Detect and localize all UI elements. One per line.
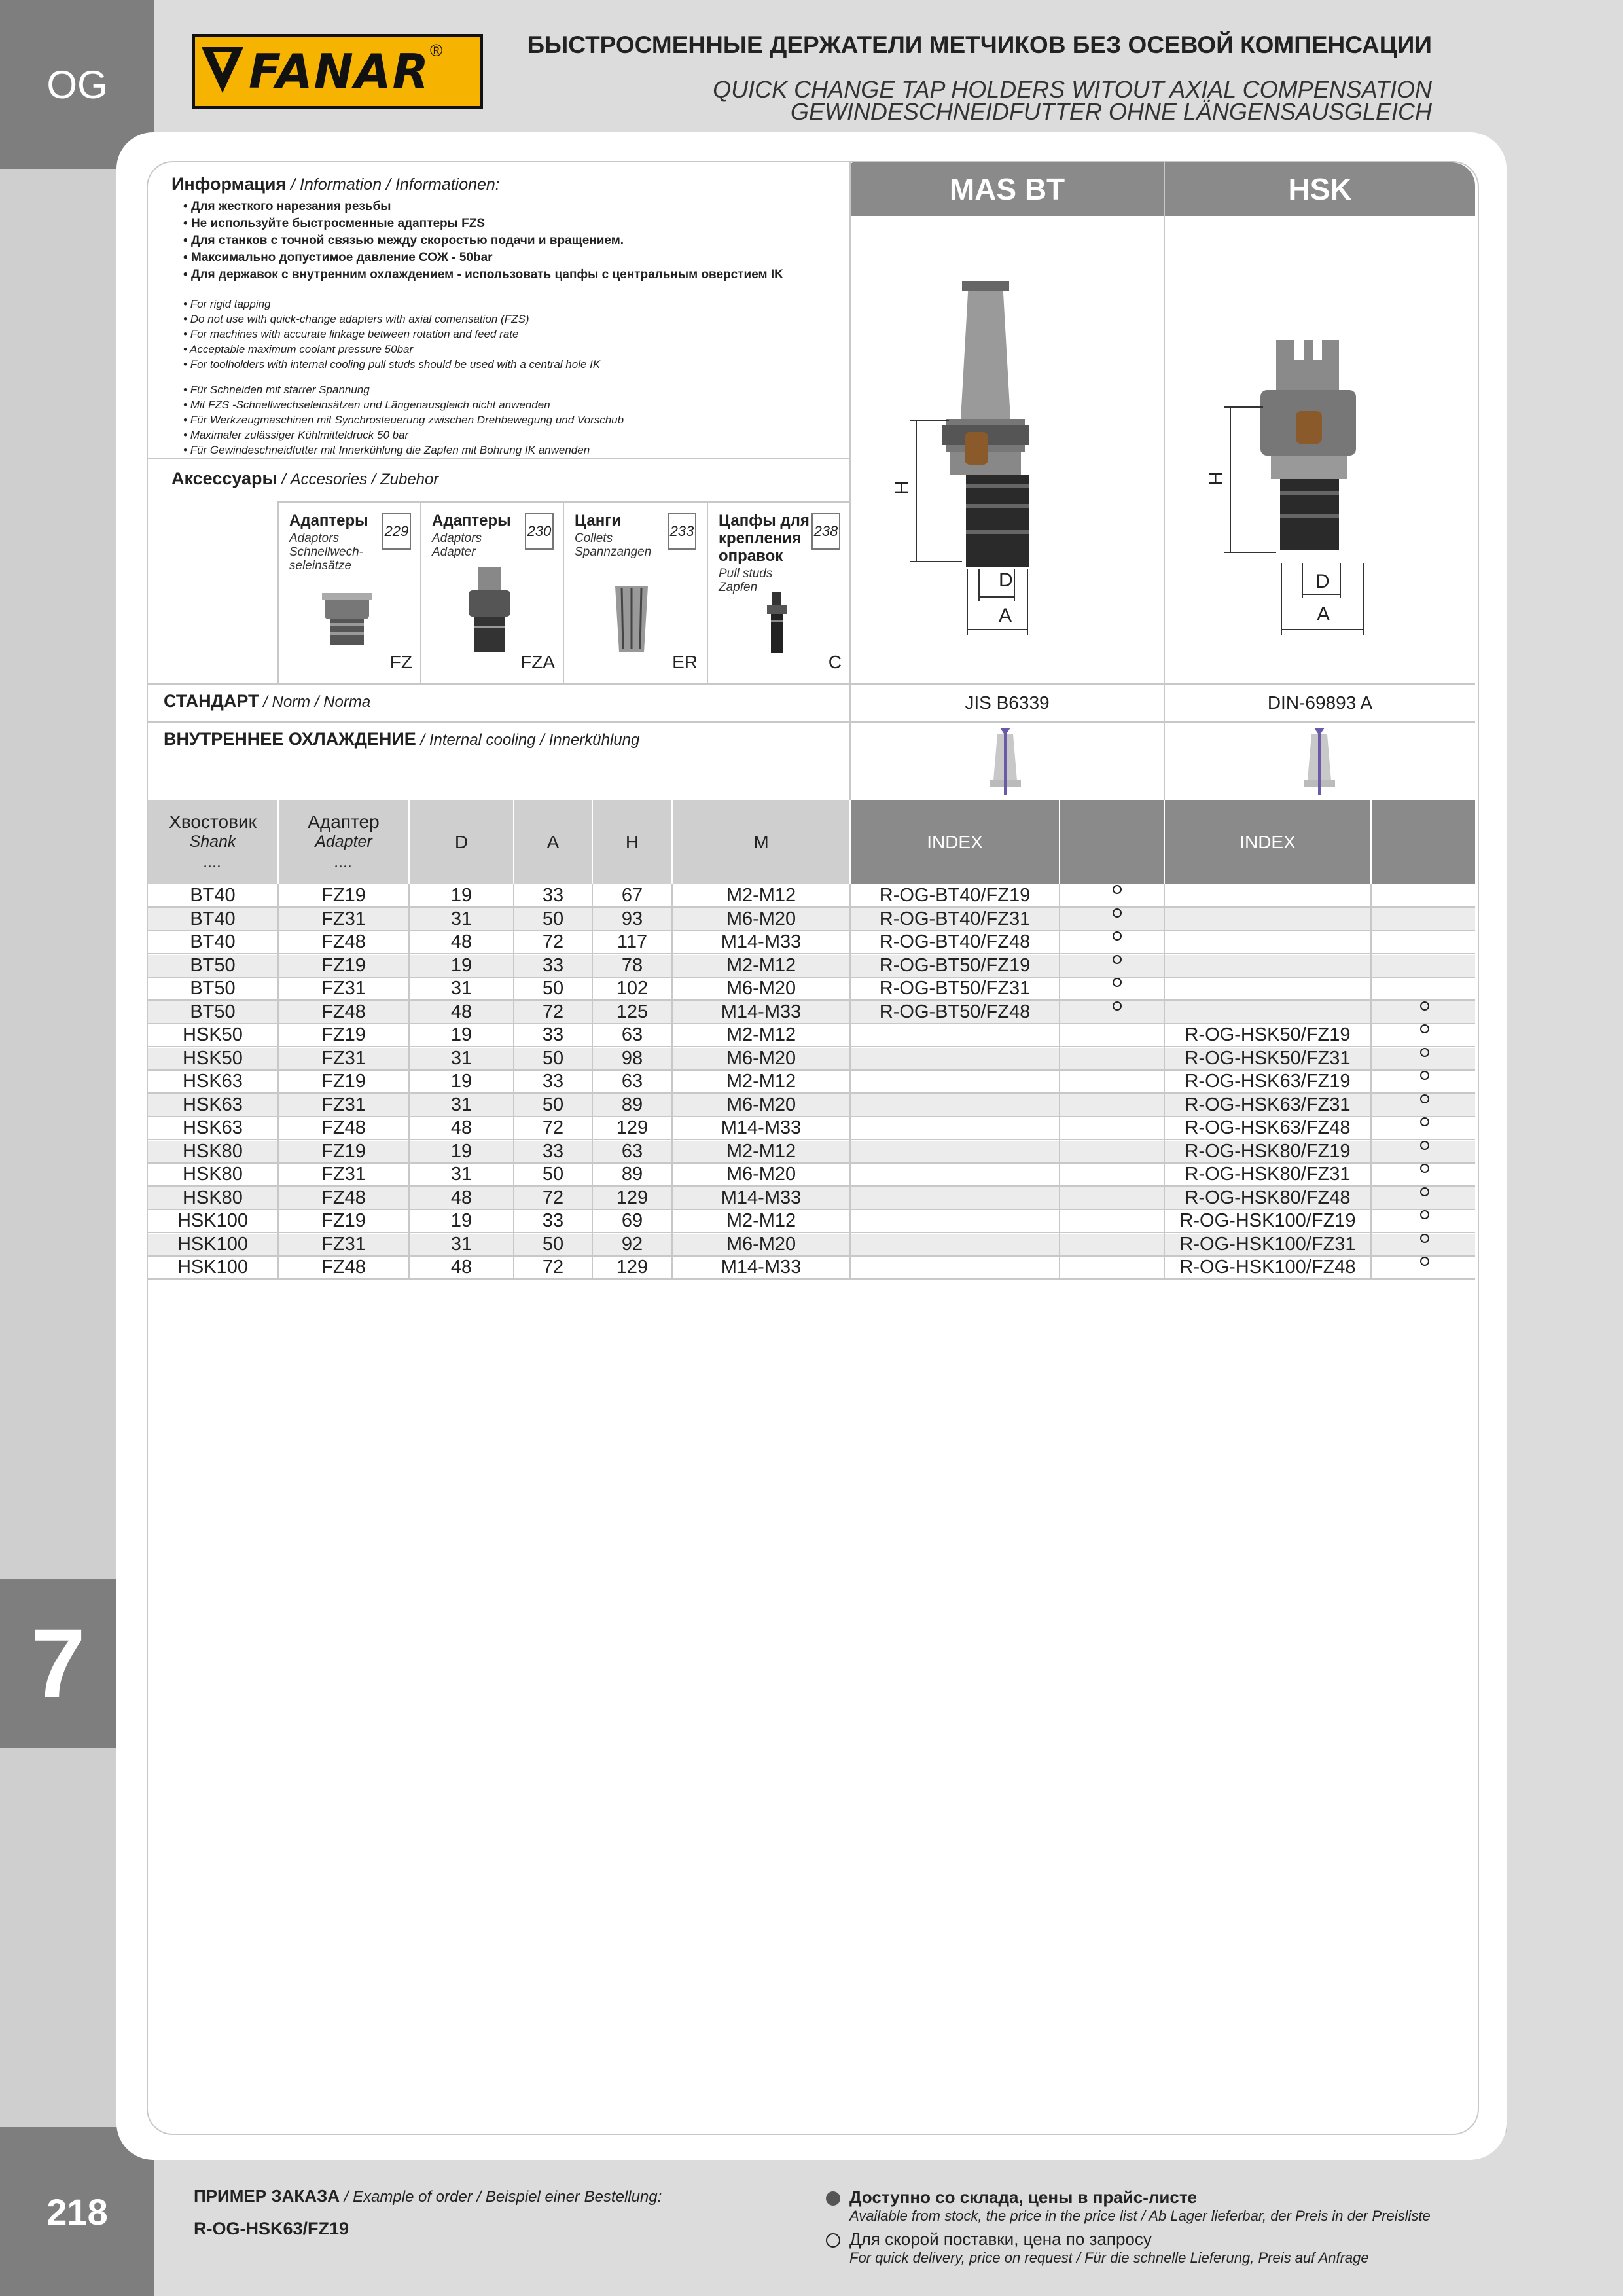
accessory-sub: Spannzangen bbox=[575, 545, 652, 559]
info-list-ru bbox=[183, 198, 846, 283]
info-title bbox=[171, 174, 846, 194]
cell-a: 72 bbox=[542, 931, 564, 952]
cell-h: 98 bbox=[621, 1047, 643, 1069]
accessory-code: FZA bbox=[520, 652, 555, 672]
availability-quick-icon bbox=[1420, 1071, 1429, 1080]
section-code-tab: OG bbox=[0, 0, 154, 169]
cell-a: 33 bbox=[542, 954, 564, 976]
cell-index-hsk[interactable]: R-OG-HSK50/FZ31 bbox=[1185, 1047, 1351, 1069]
divider bbox=[1059, 884, 1060, 1279]
cell-d: 48 bbox=[450, 1257, 473, 1278]
dim-d-label: D bbox=[999, 569, 1013, 591]
cell-index-bt[interactable]: R-OG-BT40/FZ48 bbox=[879, 931, 1031, 952]
availability-quick-icon bbox=[1420, 1094, 1429, 1103]
table-row bbox=[148, 955, 1475, 978]
divider bbox=[1164, 884, 1165, 1279]
cell-h: 67 bbox=[621, 885, 643, 906]
table-row bbox=[148, 978, 1475, 1001]
column-head-hsk: HSK bbox=[1165, 162, 1475, 216]
legend-quick-translation: For quick delivery, price on request / Für die schnelle Lieferung, Preis auf Anfrage bbox=[849, 2250, 1369, 2266]
th-d: D bbox=[410, 800, 513, 884]
divider bbox=[849, 884, 851, 1279]
list-item: • Mit FZS -Schnellwechseleinsätzen und Längenausgleich nicht anwenden bbox=[183, 397, 846, 412]
info-list-en bbox=[183, 296, 846, 372]
cell-h: 117 bbox=[616, 931, 648, 952]
cell-index-hsk[interactable]: R-OG-HSK80/FZ48 bbox=[1185, 1187, 1351, 1208]
cell-m: M14-M33 bbox=[721, 931, 802, 952]
cell-d: 48 bbox=[450, 1117, 473, 1138]
th-shank-ru: Хвостовик bbox=[169, 811, 257, 832]
availability-quick-icon bbox=[1420, 1001, 1429, 1011]
cooling-label-translation: / Internal cooling / Innerkühlung bbox=[416, 731, 640, 749]
th-shank-de: .... bbox=[204, 852, 222, 871]
cell-shank: BT40 bbox=[190, 885, 236, 906]
th-adapter bbox=[279, 800, 408, 884]
cell-m: M2-M12 bbox=[726, 1140, 796, 1162]
cell-m: M14-M33 bbox=[721, 1187, 802, 1208]
internal-cooling-icon bbox=[1302, 726, 1336, 796]
accessories-title-ru: Аксессуары bbox=[171, 469, 277, 488]
cell-index-bt[interactable]: R-OG-BT50/FZ48 bbox=[879, 1001, 1031, 1022]
cell-index-bt[interactable]: R-OG-BT40/FZ19 bbox=[879, 885, 1031, 906]
legend-quick-ru: Для скорой поставки, цена по запросу bbox=[849, 2229, 1152, 2249]
table-row bbox=[148, 1071, 1475, 1094]
cell-adapter: FZ31 bbox=[321, 1094, 366, 1115]
list-item: • For machines with accurate linkage between rotation and feed rate bbox=[183, 327, 846, 342]
list-item: • Acceptable maximum coolant pressure 50bar bbox=[183, 342, 846, 357]
cell-m: M2-M12 bbox=[726, 1210, 796, 1231]
cell-m: M2-M12 bbox=[726, 885, 796, 906]
table-row bbox=[148, 1257, 1475, 1280]
cell-adapter: FZ48 bbox=[321, 1117, 366, 1138]
th-a: A bbox=[514, 800, 592, 884]
cell-m: M6-M20 bbox=[726, 1094, 796, 1115]
cell-shank: HSK63 bbox=[183, 1117, 243, 1138]
list-item: • For toolholders with internal cooling pull studs should be used with a central hole IK bbox=[183, 357, 846, 372]
table-row bbox=[148, 885, 1475, 908]
cell-d: 19 bbox=[450, 1071, 473, 1092]
dim-d-label: D bbox=[1315, 571, 1330, 592]
accessory-sub: seleinsätze bbox=[289, 559, 352, 573]
dim-a-label: A bbox=[999, 605, 1012, 626]
table-row bbox=[148, 1164, 1475, 1187]
accessory-code: ER bbox=[672, 652, 698, 672]
cell-shank: HSK50 bbox=[183, 1047, 243, 1069]
table-row bbox=[148, 931, 1475, 954]
accessory-name bbox=[719, 512, 810, 565]
th-adapter-en: Adapter bbox=[315, 832, 372, 851]
cell-h: 129 bbox=[616, 1257, 649, 1278]
section-number-tab: 7 bbox=[0, 1579, 116, 1748]
legend-stock bbox=[826, 2187, 1431, 2225]
cell-a: 50 bbox=[542, 908, 564, 929]
cell-h: 129 bbox=[616, 1117, 649, 1138]
cell-d: 48 bbox=[450, 1187, 473, 1208]
cell-a: 72 bbox=[542, 1187, 564, 1208]
cell-index-hsk[interactable]: R-OG-HSK80/FZ31 bbox=[1185, 1164, 1351, 1185]
order-example-label bbox=[194, 2186, 662, 2206]
quick-dot-icon bbox=[826, 2233, 840, 2248]
cell-m: M6-M20 bbox=[726, 908, 796, 929]
divider bbox=[408, 884, 410, 1279]
accessory-card-er[interactable] bbox=[564, 501, 705, 681]
availability-quick-icon bbox=[1113, 1001, 1122, 1011]
accessory-name-line: оправок bbox=[719, 547, 783, 565]
cell-adapter: FZ31 bbox=[321, 978, 366, 999]
accessory-code: FZ bbox=[389, 652, 412, 672]
cell-d: 19 bbox=[450, 1140, 473, 1162]
th-shank-en: Shank bbox=[189, 832, 236, 851]
cell-adapter: FZ19 bbox=[321, 885, 366, 906]
cell-shank: BT50 bbox=[190, 1001, 236, 1022]
cell-a: 72 bbox=[542, 1117, 564, 1138]
cell-a: 50 bbox=[542, 978, 564, 999]
cell-index-hsk[interactable]: R-OG-HSK63/FZ31 bbox=[1185, 1094, 1351, 1115]
cell-d: 19 bbox=[450, 1024, 473, 1045]
availability-quick-icon bbox=[1420, 1024, 1429, 1033]
cell-a: 72 bbox=[542, 1001, 564, 1022]
accessory-sub: Adaptors bbox=[432, 531, 482, 545]
cell-h: 89 bbox=[621, 1094, 643, 1115]
cell-index-bt[interactable]: R-OG-BT50/FZ19 bbox=[879, 954, 1031, 976]
adaptor-fza-image bbox=[458, 567, 521, 658]
availability-quick-icon bbox=[1420, 1141, 1429, 1150]
info-list-de bbox=[183, 382, 846, 457]
cell-index-hsk[interactable]: R-OG-HSK63/FZ48 bbox=[1185, 1117, 1351, 1138]
cell-d: 48 bbox=[450, 931, 473, 952]
cell-a: 50 bbox=[542, 1164, 564, 1185]
cell-d: 31 bbox=[450, 1047, 473, 1069]
page-title-de: GEWINDESCHNEIDFUTTER OHNE LÄNGENSAUSGLEICH bbox=[790, 98, 1432, 125]
dim-a-label: A bbox=[1317, 603, 1330, 625]
cell-m: M14-M33 bbox=[721, 1001, 802, 1022]
list-item: • Для станков с точной связью между скоростью подачи и вращением. bbox=[183, 232, 846, 249]
list-item: • Für Schneiden mit starrer Spannung bbox=[183, 382, 846, 397]
accessory-sub: Zapfen bbox=[719, 581, 758, 594]
page-ref-badge[interactable]: 233 bbox=[668, 513, 696, 550]
column-head-mas-bt: MAS BT bbox=[851, 162, 1164, 216]
cell-shank: HSK50 bbox=[183, 1024, 243, 1045]
cell-m: M2-M12 bbox=[726, 1071, 796, 1092]
pull-stud-image bbox=[760, 592, 793, 657]
cell-index-hsk[interactable]: R-OG-HSK63/FZ19 bbox=[1185, 1071, 1351, 1092]
cell-shank: BT40 bbox=[190, 931, 236, 952]
list-item: • Не используйте быстросменные адаптеры FZS bbox=[183, 215, 846, 232]
table-row bbox=[148, 1141, 1475, 1164]
list-item: • Для державок с внутренним охлаждением - использовать цапфы с центральным оверстием IK bbox=[183, 266, 846, 283]
table-row bbox=[148, 1234, 1475, 1257]
table-row bbox=[148, 1024, 1475, 1047]
cell-a: 72 bbox=[542, 1257, 564, 1278]
availability-quick-icon bbox=[1113, 885, 1122, 894]
cell-shank: BT50 bbox=[190, 978, 236, 999]
availability-quick-icon bbox=[1113, 931, 1122, 941]
cell-index-hsk[interactable]: R-OG-HSK100/FZ31 bbox=[1179, 1233, 1356, 1255]
list-item: • For rigid tapping bbox=[183, 296, 846, 312]
table-row bbox=[148, 1187, 1475, 1210]
page-title-en: QUICK CHANGE TAP HOLDERS WITOUT AXIAL COMPENSATION bbox=[713, 76, 1432, 103]
cell-d: 19 bbox=[450, 885, 473, 906]
info-block bbox=[171, 174, 846, 457]
cell-shank: HSK100 bbox=[177, 1233, 248, 1255]
dim-h-label: H bbox=[1205, 471, 1227, 486]
accessory-sub: Adaptors bbox=[289, 531, 340, 545]
cell-a: 33 bbox=[542, 1140, 564, 1162]
availability-quick-icon bbox=[1113, 978, 1122, 987]
cell-h: 89 bbox=[621, 1164, 643, 1185]
accessory-sub: Adapter bbox=[432, 545, 476, 559]
accessory-card-pull-stud[interactable] bbox=[708, 501, 849, 681]
cell-adapter: FZ48 bbox=[321, 931, 366, 952]
page-ref-badge[interactable]: 238 bbox=[812, 513, 840, 550]
cell-shank: HSK63 bbox=[183, 1071, 243, 1092]
divider bbox=[148, 683, 1475, 685]
cell-adapter: FZ31 bbox=[321, 1164, 366, 1185]
table-row bbox=[148, 1094, 1475, 1117]
info-title-ru: Информация bbox=[171, 174, 287, 194]
legend-stock-ru: Доступно со склада, цены в прайс-листе bbox=[849, 2187, 1198, 2207]
stock-dot-icon bbox=[826, 2191, 840, 2206]
cell-adapter: FZ31 bbox=[321, 1047, 366, 1069]
accessory-sub: Schnellwech- bbox=[289, 545, 363, 559]
cell-shank: HSK63 bbox=[183, 1094, 243, 1115]
divider bbox=[671, 884, 673, 1279]
cell-index-bt[interactable]: R-OG-BT40/FZ31 bbox=[879, 908, 1031, 929]
cell-index-hsk[interactable]: R-OG-HSK80/FZ19 bbox=[1185, 1140, 1351, 1162]
availability-quick-icon bbox=[1420, 1164, 1429, 1173]
legend-stock-translation: Available from stock, the price in the price list / Ab Lager lieferbar, der Preis in der Preisliste bbox=[849, 2208, 1431, 2224]
cell-d: 31 bbox=[450, 978, 473, 999]
dim-h-label: H bbox=[891, 480, 913, 495]
page-ref-badge[interactable]: 229 bbox=[382, 513, 411, 550]
standard-label-translation: / Norm / Norma bbox=[259, 693, 371, 711]
internal-cooling-icon bbox=[988, 726, 1022, 796]
cell-a: 50 bbox=[542, 1233, 564, 1255]
order-example-code: R-OG-HSK63/FZ19 bbox=[194, 2219, 349, 2238]
logo-v-icon bbox=[195, 37, 249, 106]
divider bbox=[148, 721, 1475, 723]
cell-d: 31 bbox=[450, 1164, 473, 1185]
cell-adapter: FZ19 bbox=[321, 1210, 366, 1231]
cell-shank: BT40 bbox=[190, 908, 236, 929]
accessory-name: Адаптеры bbox=[289, 512, 368, 529]
availability-quick-icon bbox=[1113, 908, 1122, 918]
divider bbox=[513, 884, 514, 1279]
accessory-name-line: крепления bbox=[719, 529, 802, 547]
accessory-card-fza[interactable] bbox=[421, 501, 563, 681]
cell-d: 31 bbox=[450, 908, 473, 929]
cell-shank: HSK80 bbox=[183, 1187, 243, 1208]
th-m: M bbox=[673, 800, 849, 884]
list-item: • Максимально допустимое давление СОЖ - 50bar bbox=[183, 249, 846, 266]
cell-h: 125 bbox=[616, 1001, 649, 1022]
brand-logo bbox=[192, 34, 483, 109]
availability-quick-icon bbox=[1420, 1117, 1429, 1126]
cell-a: 33 bbox=[542, 1071, 564, 1092]
cell-d: 31 bbox=[450, 1094, 473, 1115]
availability-quick-icon bbox=[1420, 1048, 1429, 1057]
cell-h: 93 bbox=[621, 908, 643, 929]
cell-shank: HSK100 bbox=[177, 1257, 248, 1278]
cooling-label bbox=[164, 729, 639, 749]
cell-adapter: FZ31 bbox=[321, 908, 366, 929]
th-adapter-de: .... bbox=[334, 852, 353, 871]
cell-adapter: FZ48 bbox=[321, 1187, 366, 1208]
cell-h: 78 bbox=[621, 954, 643, 976]
standard-label bbox=[164, 691, 370, 711]
cell-h: 63 bbox=[621, 1024, 643, 1045]
cell-a: 50 bbox=[542, 1047, 564, 1069]
cooling-label-ru: ВНУТРЕННЕЕ ОХЛАЖДЕНИЕ bbox=[164, 729, 416, 749]
cell-h: 69 bbox=[621, 1210, 643, 1231]
cell-d: 31 bbox=[450, 1233, 473, 1255]
cell-adapter: FZ48 bbox=[321, 1257, 366, 1278]
cell-shank: BT50 bbox=[190, 954, 236, 976]
list-item: • Do not use with quick-change adapters with axial comensation (FZS) bbox=[183, 312, 846, 327]
th-h: H bbox=[593, 800, 671, 884]
cell-m: M2-M12 bbox=[726, 954, 796, 976]
cell-a: 33 bbox=[542, 1210, 564, 1231]
cell-a: 50 bbox=[542, 1094, 564, 1115]
accessory-name: Адаптеры bbox=[432, 512, 511, 529]
page-ref-badge[interactable]: 230 bbox=[525, 513, 554, 550]
cell-m: M6-M20 bbox=[726, 978, 796, 999]
cell-d: 19 bbox=[450, 1210, 473, 1231]
table-row bbox=[148, 1001, 1475, 1024]
cell-m: M6-M20 bbox=[726, 1164, 796, 1185]
order-example-label-translation: / Example of order / Beispiel einer Bestellung: bbox=[340, 2188, 662, 2206]
accessory-code: C bbox=[828, 652, 842, 672]
divider bbox=[148, 458, 849, 459]
accessory-sub: Collets bbox=[575, 531, 613, 545]
cell-d: 48 bbox=[450, 1001, 473, 1022]
standard-label-ru: СТАНДАРТ bbox=[164, 691, 259, 711]
cell-adapter: FZ19 bbox=[321, 954, 366, 976]
accessory-sub: Pull studs bbox=[719, 567, 773, 581]
logo-registered-mark: ® bbox=[430, 41, 443, 60]
list-item: • Für Gewindeschneidfutter mit Innerkühlung die Zapfen mit Bohrung IK anwenden bbox=[183, 442, 846, 457]
accessory-name: Цанги bbox=[575, 512, 622, 529]
cell-h: 63 bbox=[621, 1140, 643, 1162]
legend-quick bbox=[826, 2229, 1369, 2267]
divider bbox=[592, 884, 593, 1279]
th-shank bbox=[148, 800, 277, 884]
accessory-card-fz[interactable] bbox=[279, 501, 420, 681]
table-row bbox=[148, 1117, 1475, 1140]
standard-hsk: DIN-69893 A bbox=[1267, 692, 1373, 713]
cell-h: 102 bbox=[616, 978, 649, 999]
divider bbox=[277, 884, 279, 1279]
page-title-ru: БЫСТРОСМЕННЫЕ ДЕРЖАТЕЛИ МЕТЧИКОВ БЕЗ ОСЕВОЙ КОМПЕНСАЦИИ bbox=[527, 31, 1432, 58]
cell-h: 63 bbox=[621, 1071, 643, 1092]
cell-adapter: FZ48 bbox=[321, 1001, 366, 1022]
cell-adapter: FZ19 bbox=[321, 1071, 366, 1092]
logo-wordmark: FANAR bbox=[249, 44, 431, 99]
accessory-name-line: Цапфы для bbox=[719, 512, 810, 529]
table-row bbox=[148, 1048, 1475, 1071]
th-index-bt: INDEX bbox=[851, 800, 1059, 884]
availability-quick-icon bbox=[1420, 1257, 1429, 1266]
cell-adapter: FZ19 bbox=[321, 1140, 366, 1162]
mas-bt-holder-drawing bbox=[883, 268, 1080, 641]
info-title-translation: / Information / Informationen: bbox=[286, 175, 500, 194]
table-row bbox=[148, 908, 1475, 931]
cell-a: 33 bbox=[542, 1024, 564, 1045]
cell-shank: HSK80 bbox=[183, 1140, 243, 1162]
cell-d: 19 bbox=[450, 954, 473, 976]
divider bbox=[1370, 884, 1372, 1279]
cell-shank: HSK100 bbox=[177, 1210, 248, 1231]
list-item: • Для жесткого нарезания резьбы bbox=[183, 198, 846, 215]
th-avail-hsk bbox=[1372, 800, 1475, 884]
availability-quick-icon bbox=[1113, 955, 1122, 964]
cell-h: 92 bbox=[621, 1233, 643, 1255]
list-item: • Für Werkzeugmaschinen mit Synchrosteuerung zwischen Drehbewegung und Vorschub bbox=[183, 412, 846, 427]
table-row bbox=[148, 1210, 1475, 1233]
accessories-title bbox=[171, 469, 438, 489]
page-number: 218 bbox=[0, 2127, 154, 2296]
adaptor-fz-image bbox=[315, 586, 378, 652]
right-margin-line bbox=[1505, 169, 1623, 2132]
cell-adapter: FZ19 bbox=[321, 1024, 366, 1045]
cell-index-bt[interactable]: R-OG-BT50/FZ31 bbox=[879, 978, 1031, 999]
accessories-title-translation: / Accesories / Zubehor bbox=[277, 471, 439, 488]
cell-m: M6-M20 bbox=[726, 1047, 796, 1069]
cell-m: M2-M12 bbox=[726, 1024, 796, 1045]
availability-quick-icon bbox=[1420, 1210, 1429, 1219]
cell-m: M6-M20 bbox=[726, 1233, 796, 1255]
list-item: • Maximaler zulässiger Kühlmitteldruck 50 bar bbox=[183, 427, 846, 442]
cell-index-hsk[interactable]: R-OG-HSK50/FZ19 bbox=[1185, 1024, 1351, 1045]
standard-bt: JIS B6339 bbox=[965, 692, 1050, 713]
th-index-hsk: INDEX bbox=[1165, 800, 1370, 884]
availability-quick-icon bbox=[1420, 1187, 1429, 1196]
cell-adapter: FZ31 bbox=[321, 1233, 366, 1255]
availability-quick-icon bbox=[1420, 1234, 1429, 1243]
cell-h: 129 bbox=[616, 1187, 649, 1208]
cell-shank: HSK80 bbox=[183, 1164, 243, 1185]
cell-m: M14-M33 bbox=[721, 1257, 802, 1278]
cell-m: M14-M33 bbox=[721, 1117, 802, 1138]
order-example-label-ru: ПРИМЕР ЗАКАЗА bbox=[194, 2186, 340, 2206]
th-adapter-ru: Адаптер bbox=[308, 811, 380, 832]
collet-image bbox=[609, 584, 654, 656]
cell-index-hsk[interactable]: R-OG-HSK100/FZ48 bbox=[1179, 1257, 1356, 1278]
cell-index-hsk[interactable]: R-OG-HSK100/FZ19 bbox=[1179, 1210, 1356, 1231]
cell-a: 33 bbox=[542, 885, 564, 906]
th-avail-bt bbox=[1060, 800, 1164, 884]
